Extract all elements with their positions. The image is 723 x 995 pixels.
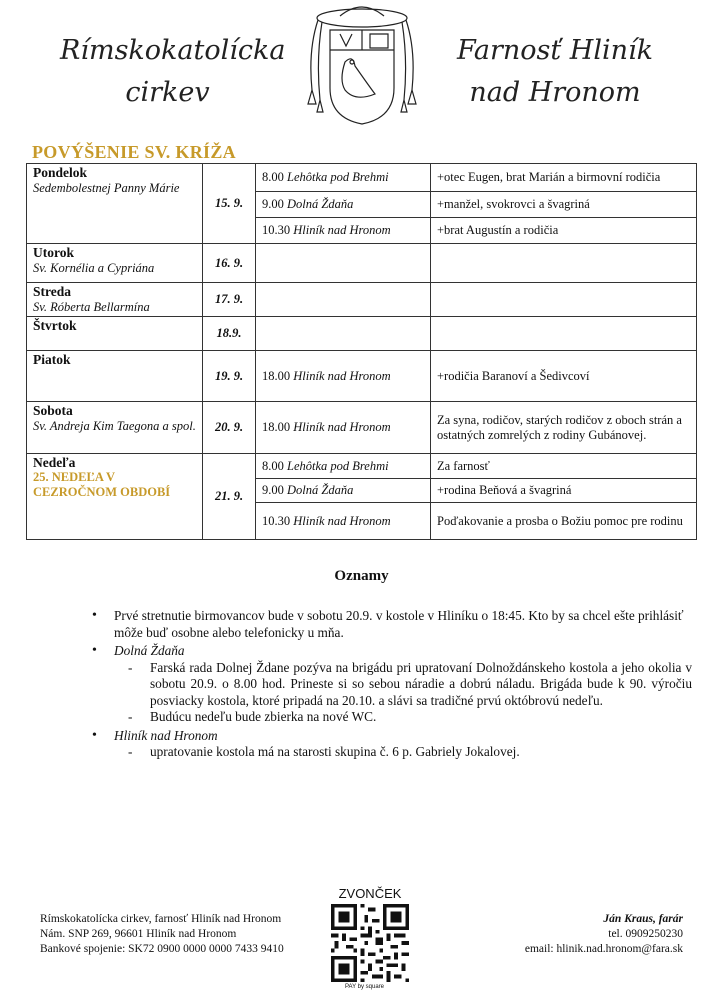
day-cell [27,402,203,454]
intent-cell [431,244,697,283]
list-item [114,643,692,726]
phone-text: tel. 0909250230 [608,928,683,940]
header-left [60,30,286,114]
email-text: email: hlinik.nad.hronom@fara.sk [524,943,683,955]
time-cell [256,454,431,479]
date-cell: 21. 9. [203,454,256,540]
table-row [27,402,697,454]
intent-cell [431,317,697,351]
table-row [27,317,697,351]
announcements-list [92,608,692,763]
schedule-table [26,163,697,540]
announcement-place: Dolná Ždaňa [114,643,185,658]
day-cell [27,164,203,244]
intent-cell: +otec Eugen, brat Marián a birmovní rodičia [431,164,697,192]
table-row [27,283,697,317]
intent-cell: +rodičia Baranoví a Šedivcoví [431,351,697,402]
day-cell [27,317,203,351]
mass-time: 9.00 [262,483,284,497]
table-row [27,164,697,192]
mass-place: Hliník nad Hronom [293,513,391,528]
zvoncek-label: ZVONČEK [338,886,402,901]
day-name: Sobota [33,403,73,418]
day-name: Štvrtok [33,318,77,333]
day-name: Pondelok [33,165,88,180]
mass-time: 18.00 [262,368,291,383]
date-cell: 18.9. [203,317,256,351]
mass-time: 10.30 [262,223,291,237]
list-item [114,728,692,761]
saint-name: Sv. Kornélia a Cypriána [33,261,155,275]
footer-left-line: Nám. SNP 269, 96601 Hliník nad Hronom [40,928,237,940]
mass-place: Lehôtka pod Brehmi [287,170,389,184]
footer-left-line: Bankové spojenie: SK72 0900 0000 0000 7433 9410 [40,943,284,955]
day-name: Piatok [33,352,71,367]
time-cell [256,218,431,244]
header-right-line2: nad Hronom [469,77,641,108]
date-cell: 19. 9. [203,351,256,402]
intent-cell: Za farnosť [431,454,697,479]
sunday-title: 25. NEDEĽA V CEZROČNOM OBDOBÍ [33,470,171,499]
mass-place: Hliník nad Hronom [293,368,391,383]
date-cell: 15. 9. [203,164,256,244]
time-cell [256,164,431,192]
day-name: Nedeľa [33,455,76,470]
mass-time: 9.00 [262,197,284,211]
table-row [27,351,697,402]
sub-list-item: - Budúcu nedeľu bude zbierka na nové WC. [150,709,692,726]
sub-list-item: - Farská rada Dolnej Ždane pozýva na brigádu pri upratovaní Dolnoždánskeho kostola a jeho okolia v sobotu 20.9. o 8.00 hod. Prineste si so sebou náradie a dobrú náladu. Brigáda bude k 90. výročiu posviacky kostola, ktoré pripadá na 20.10. a slávi sa tradičné prvú októbrovú nedeľu. [150,660,692,710]
announcement-place: Hliník nad Hronom [114,727,218,743]
page-title: POVÝŠENIE SV. KRÍŽA [32,142,236,162]
coat-of-arms-icon [300,0,425,128]
mass-place: Dolná Ždaňa [287,483,354,497]
day-cell [27,454,203,540]
time-cell [256,283,431,317]
header-right [455,30,655,114]
time-cell [256,479,431,503]
header-right-line1: Farnosť Hliník [456,35,654,66]
intent-cell: +brat Augustín a rodičia [431,218,697,244]
time-cell [256,244,431,283]
day-name: Utorok [33,245,75,260]
time-cell [256,402,431,454]
mass-time: 8.00 [262,458,284,473]
saint-name: Sedembolestnej Panny Márie [33,181,180,195]
table-row [27,454,697,479]
time-cell [256,317,431,351]
date-cell: 20. 9. [203,402,256,454]
priest-name: Ján Kraus, farár [603,913,683,925]
saint-name: Sv. Róberta Bellarmína [33,300,150,314]
footer-contact [525,912,683,957]
intent-cell: Za syna, rodičov, starých rodičov z oboch strán a ostatných zomrelých z rodiny Gubánovej. [431,402,697,454]
day-cell [27,244,203,283]
day-name: Streda [33,284,72,299]
mass-place: Dolná Ždaňa [287,197,354,211]
header-left-line2: cirkev [125,77,210,108]
day-cell [27,351,203,402]
footer-address [40,912,284,957]
time-cell [256,503,431,540]
mass-place: Lehôtka pod Brehmi [287,458,389,473]
list-item: • Prvé stretnutie birmovancov bude v sobotu 20.9. v kostole v Hliníku o 18:45. Kto by sa chcel ešte prihlásiť môže buď osobne alebo telefonicky u mňa. [114,608,692,641]
time-cell [256,351,431,402]
mass-place: Hliník nad Hronom [293,223,391,237]
intent-cell: Poďakovanie a prosba o Božiu pomoc pre rodinu [431,503,697,540]
intent-cell [431,283,697,317]
date-cell: 16. 9. [203,244,256,283]
time-cell [256,192,431,218]
footer-left-line: Rímskokatolícka cirkev, farnosť Hliník nad Hronom [40,913,282,925]
pay-by-square-label: PAY by square [345,984,385,990]
mass-place: Hliník nad Hronom [293,420,391,434]
mass-time: 10.30 [262,513,291,528]
table-row [27,244,697,283]
sub-list-item: - upratovanie kostola má na starosti skupina č. 6 p. Gabriely Jokalovej. [150,744,692,761]
intent-cell: +rodina Beňová a švagriná [431,479,697,503]
header-left-line1: Rímskokatolícka [60,35,286,66]
announcements-title: Oznamy [334,568,389,584]
qr-code-icon [331,902,409,984]
mass-time: 18.00 [262,420,291,434]
intent-cell: +manžel, svokrovci a švagriná [431,192,697,218]
mass-time: 8.00 [262,170,284,184]
saint-name: Sv. Andreja Kim Taegona a spol. [33,419,196,433]
day-cell [27,283,203,317]
date-cell: 17. 9. [203,283,256,317]
